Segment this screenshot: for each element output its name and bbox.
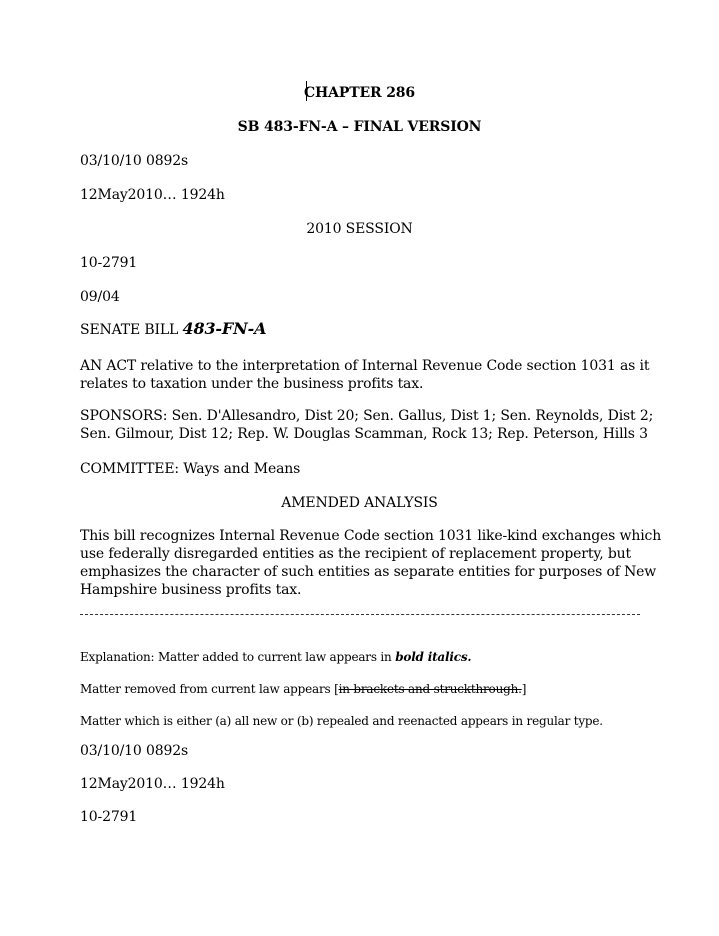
act-line-1: AN ACT relative to the interpretation of Internal Revenue Code section 1031 as it xyxy=(80,358,650,374)
analysis-heading: AMENDED ANALYSIS xyxy=(281,495,438,511)
docket-number: 10-2791 xyxy=(80,255,138,271)
senate-bill-prefix: SENATE BILL xyxy=(80,322,183,338)
explanation-added-prefix: Explanation: Matter added to current law appears in xyxy=(80,650,396,664)
date-code-1: 03/10/10 0892s xyxy=(80,153,189,169)
footer-date-code-2: 12May2010… 1924h xyxy=(80,776,225,792)
footer-date-code-1: 03/10/10 0892s xyxy=(80,743,189,759)
chapter-heading: CHAPTER 286 xyxy=(304,85,415,101)
explanation-regular-line: Matter which is either (a) all new or (b) repealed and reenacted appears in regular type. xyxy=(80,714,603,728)
date-code-2: 12May2010… 1924h xyxy=(80,187,225,203)
sponsors-line-1: SPONSORS: Sen. D'Allesandro, Dist 20; Sen. Gallus, Dist 1; Sen. Reynolds, Dist 2; xyxy=(80,408,654,424)
explanation-removed-style: in brackets and struckthrough. xyxy=(338,682,522,696)
senate-bill-number: 483-FN-A xyxy=(182,319,267,338)
session-heading: 2010 SESSION xyxy=(306,221,413,237)
analysis-line-3: emphasizes the character of such entities as separate entities for purposes of New xyxy=(80,564,657,580)
senate-bill-title xyxy=(80,320,266,339)
analysis-line-2: use federally disregarded entities as the recipient of replacement property, but xyxy=(80,546,631,562)
analysis-line-4: Hampshire business profits tax. xyxy=(80,582,302,598)
explanation-added-style: bold italics. xyxy=(395,650,472,664)
dashed-separator xyxy=(80,614,640,615)
explanation-removed-prefix: Matter removed from current law appears [ xyxy=(80,682,339,696)
sponsors-line-2: Sen. Gilmour, Dist 12; Rep. W. Douglas Scamman, Rock 13; Rep. Peterson, Hills 3 xyxy=(80,426,648,442)
footer-docket-number: 10-2791 xyxy=(80,809,138,825)
bill-version-heading: SB 483-FN-A – FINAL VERSION xyxy=(237,119,482,135)
explanation-removed-suffix: ] xyxy=(521,682,527,696)
explanation-added-line xyxy=(80,648,471,666)
reference-code: 09/04 xyxy=(80,289,120,305)
act-line-2: relates to taxation under the business profits tax. xyxy=(80,376,424,392)
analysis-line-1: This bill recognizes Internal Revenue Code section 1031 like-kind exchanges which xyxy=(80,528,662,544)
committee-line: COMMITTEE: Ways and Means xyxy=(80,461,301,477)
explanation-removed-line xyxy=(80,680,526,698)
